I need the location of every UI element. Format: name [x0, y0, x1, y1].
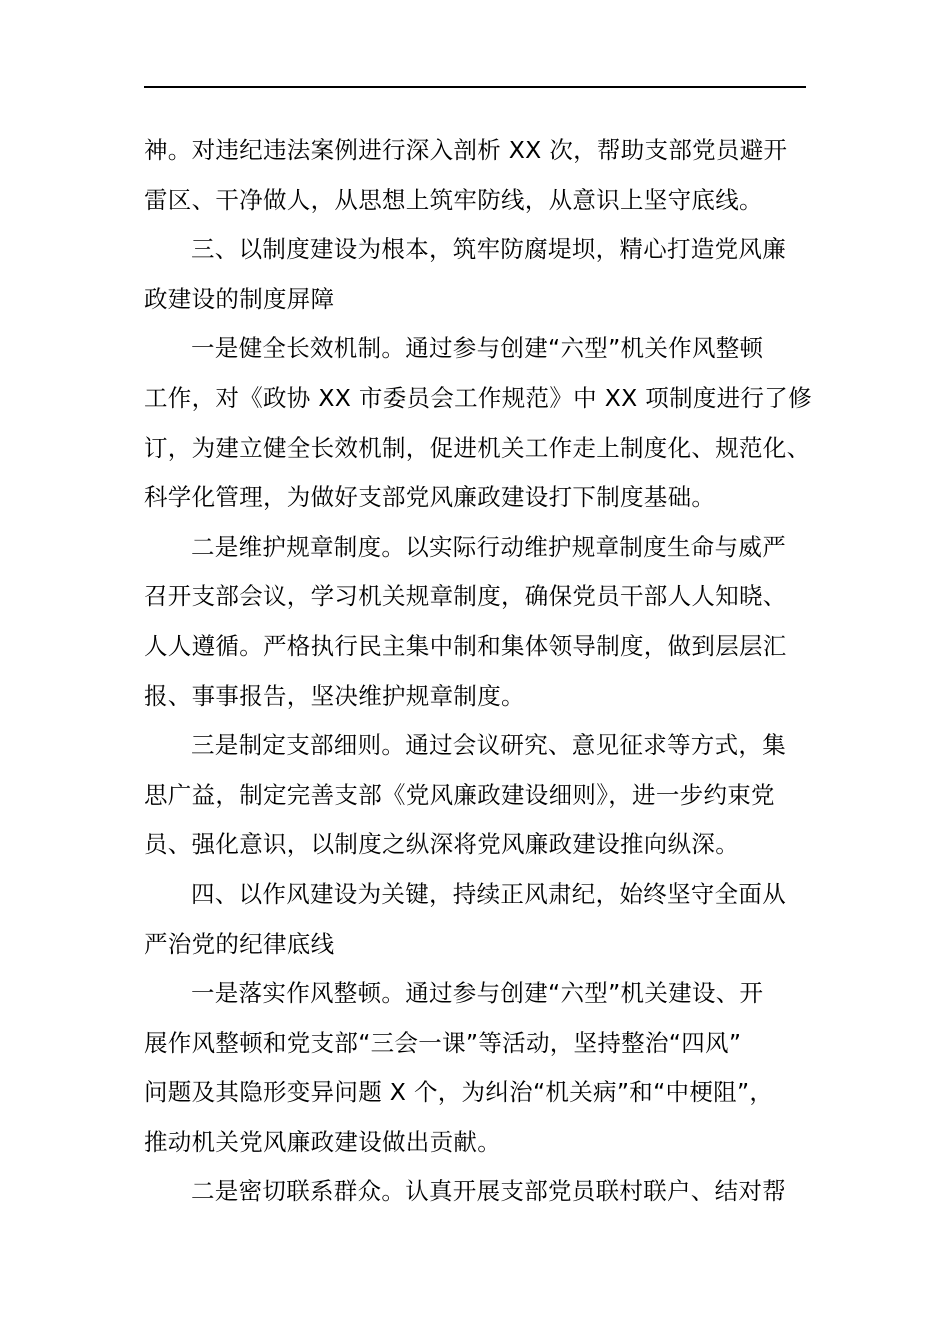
text-line: 神。对违纪违法案例进行深入剖析 XX 次，帮助支部党员避开: [144, 136, 788, 164]
text-line: 思广益，制定完善支部《党风廉政建设细则》，进一步约束党: [144, 780, 775, 809]
section-heading-line: 四、以作风建设为关键，持续正风肃纪，始终坚守全面从: [191, 879, 786, 908]
text-line: 订，为建立健全长效机制，促进机关工作走上制度化、规范化、: [144, 433, 811, 462]
section-heading-line: 政建设的制度屏障: [144, 284, 335, 313]
text-line: 雷区、干净做人，从思想上筑牢防线，从意识上坚守底线。: [144, 185, 763, 214]
section-heading-line: 严治党的纪律底线: [144, 929, 335, 958]
document-body: [144, 126, 824, 1217]
text-line: 推动机关党风廉政建设做出贡献。: [144, 1127, 501, 1156]
text-line: 报、事事报告，坚决维护规章制度。: [144, 681, 525, 710]
text-line: 员、强化意识，以制度之纵深将党风廉政建设推向纵深。: [144, 830, 739, 859]
text-line: 人人遵循。严格执行民主集中制和集体领导制度，做到层层汇: [144, 631, 787, 660]
text-line: 二是密切联系群众。认真开展支部党员联村联户、结对帮: [191, 1177, 786, 1206]
text-line: 科学化管理，为做好支部党风廉政建设打下制度基础。: [144, 483, 716, 512]
section-heading-line: 三、以制度建设为根本，筑牢防腐堤坝，精心打造党风廉: [191, 235, 786, 264]
text-line: 工作，对《政协 XX 市委员会工作规范》中 XX 项制度进行了修: [144, 383, 812, 412]
text-line: 三是制定支部细则。通过会议研究、意见征求等方式，集: [191, 731, 786, 760]
text-line: 召开支部会议，学习机关规章制度，确保党员干部人人知晓、: [144, 582, 787, 611]
text-line: 问题及其隐形变异问题 X 个，为纠治“机关病”和“中梗阻”，: [144, 1078, 774, 1107]
text-line: 一是落实作风整顿。通过参与创建“六型”机关建设、开: [191, 979, 764, 1008]
header-rule: [144, 86, 806, 88]
text-line: 二是维护规章制度。以实际行动维护规章制度生命与威严: [191, 532, 786, 561]
text-line: 一是健全长效机制。通过参与创建“六型”机关作风整顿: [191, 334, 764, 363]
text-line: 展作风整顿和党支部“三会一课”等活动，坚持整治“四风”: [144, 1028, 742, 1057]
